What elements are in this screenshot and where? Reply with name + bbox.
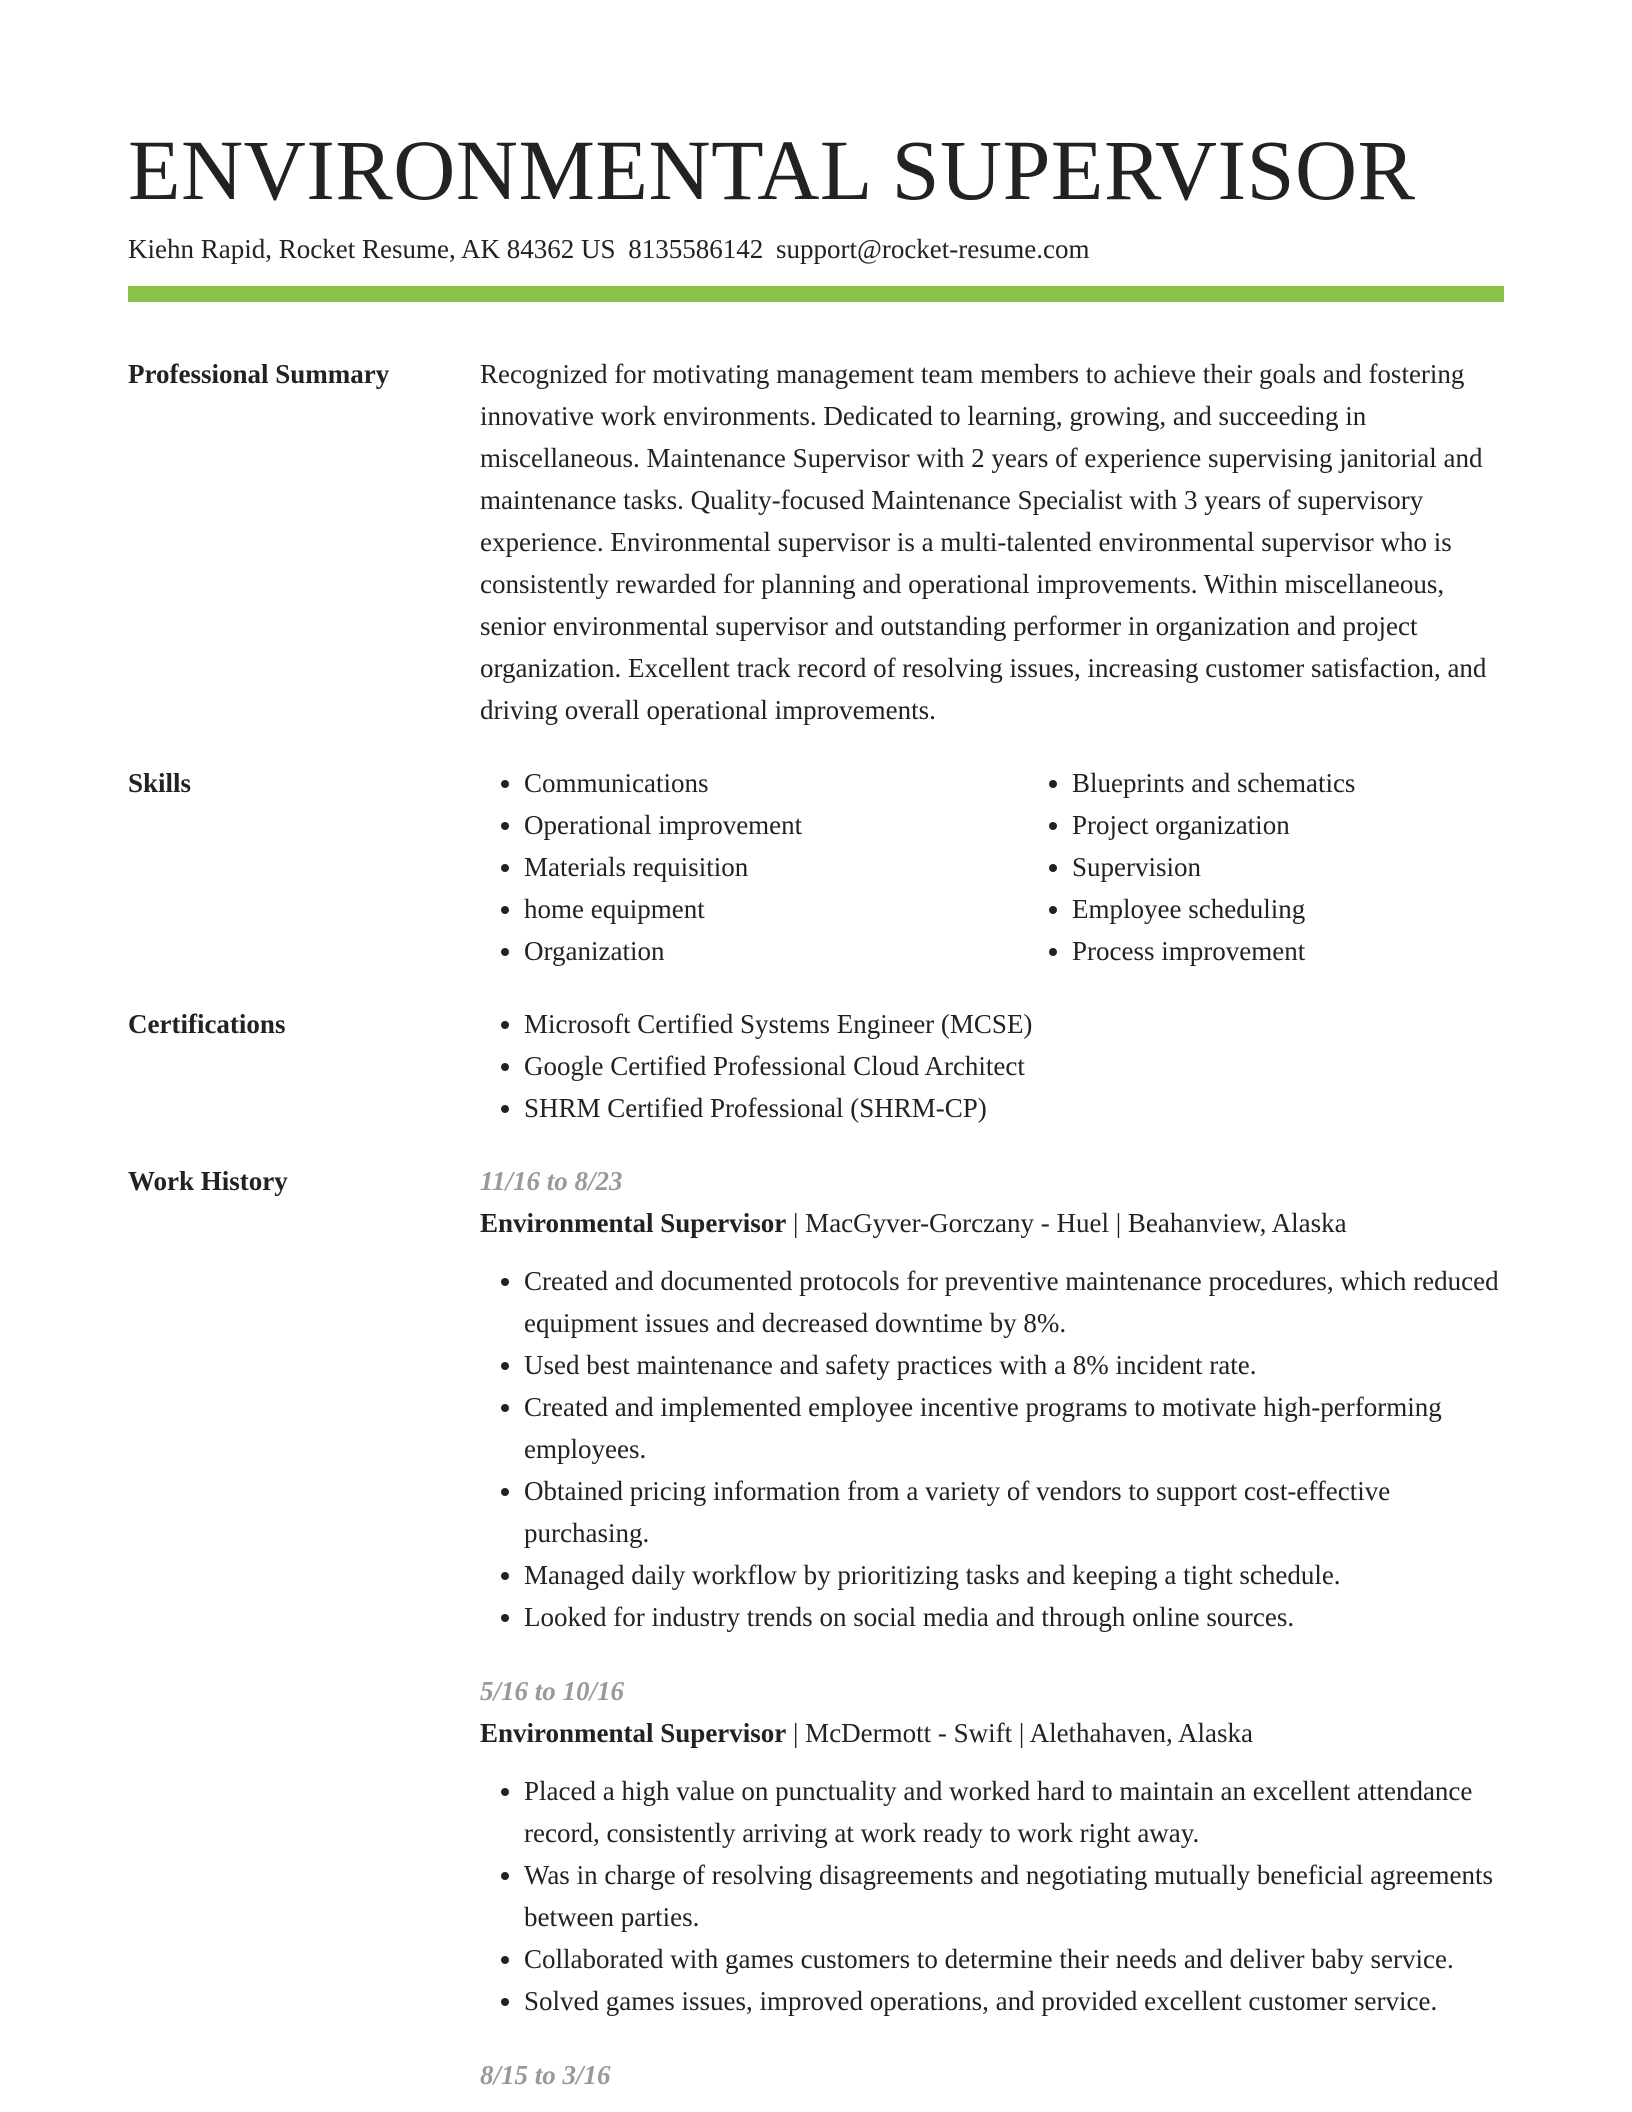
certification-item: • Google Certified Professional Cloud Architect — [524, 1045, 1504, 1087]
certification-item: • SHRM Certified Professional (SHRM-CP) — [524, 1087, 1504, 1129]
job-dates: 5/16 to 10/16 — [480, 1676, 625, 1706]
job-dates: 8/15 to 3/16 — [480, 2060, 611, 2090]
certifications-section — [128, 1003, 1504, 1129]
job-heading — [480, 1712, 1504, 1754]
job-bullet: • Was in charge of resolving disagreements and negotiating mutually beneficial agreements between parties. — [524, 1854, 1504, 1938]
skill-item: • Organization — [524, 930, 1028, 972]
job-bullet: • Obtained pricing information from a variety of vendors to support cost-effective purchasing. — [524, 1470, 1504, 1554]
job-bullet: • Created and implemented employee incentive programs to motivate high-performing employees. — [524, 1386, 1504, 1470]
contact-phone: 8135586142 — [628, 234, 764, 264]
summary-body — [480, 353, 1504, 731]
job-entry — [480, 1160, 1504, 1638]
section-title-skills: Skills — [128, 768, 192, 798]
skill-item: • Project organization — [1072, 804, 1576, 846]
work-history-section — [128, 1160, 1504, 2096]
skills-list-right — [1028, 762, 1576, 972]
contact-address: Kiehn Rapid, Rocket Resume, AK 84362 US — [128, 234, 616, 264]
skills-section — [128, 762, 1504, 972]
job-entry — [480, 1670, 1504, 2022]
job-bullet: • Created and documented protocols for preventive maintenance procedures, which reduced equipment issues and decreased downtime by 8%. — [524, 1260, 1504, 1344]
skill-item: • Communications — [524, 762, 1028, 804]
certification-item: • Microsoft Certified Systems Engineer (MCSE) — [524, 1003, 1504, 1045]
job-entry — [480, 2054, 1504, 2096]
job-employer-location: | McDermott - Swift | Alethahaven, Alaska — [786, 1718, 1253, 1748]
section-title-summary: Professional Summary — [128, 359, 390, 389]
skill-item: • Blueprints and schematics — [1072, 762, 1576, 804]
section-title-work-history: Work History — [128, 1166, 288, 1196]
job-bullet: • Collaborated with games customers to determine their needs and deliver baby service. — [524, 1938, 1504, 1980]
candidate-name: ENVIRONMENTAL SUPERVISOR — [128, 122, 1416, 218]
skill-item: • Materials requisition — [524, 846, 1028, 888]
job-employer-location: | MacGyver-Gorczany - Huel | Beahanview, Alaska — [786, 1208, 1347, 1238]
contact-line — [128, 232, 1504, 266]
certifications-list — [480, 1003, 1504, 1129]
job-bullet: • Managed daily workflow by prioritizing tasks and keeping a tight schedule. — [524, 1554, 1504, 1596]
section-title-certifications: Certifications — [128, 1009, 286, 1039]
skill-item: • Process improvement — [1072, 930, 1576, 972]
skill-item: • home equipment — [524, 888, 1028, 930]
skill-item: • Operational improvement — [524, 804, 1028, 846]
job-bullets — [480, 1770, 1504, 2022]
job-heading — [480, 1202, 1504, 1244]
header-divider — [128, 286, 1504, 302]
job-title: Environmental Supervisor — [480, 1208, 787, 1238]
certifications-body — [480, 1003, 1504, 1129]
work-history-body — [480, 1160, 1504, 2096]
contact-email: support@rocket-resume.com — [775, 234, 1090, 264]
skills-grid — [480, 762, 1576, 972]
job-dates: 11/16 to 8/23 — [480, 1166, 623, 1196]
job-bullet: • Looked for industry trends on social media and through online sources. — [524, 1596, 1504, 1638]
job-bullet: • Used best maintenance and safety practices with a 8% incident rate. — [524, 1344, 1504, 1386]
skills-list-left — [480, 762, 1028, 972]
job-bullets — [480, 1260, 1504, 1638]
summary-section — [128, 353, 1504, 731]
job-bullet: • Placed a high value on punctuality and worked hard to maintain an excellent attendance record, consistently arriving at work ready to work right away. — [524, 1770, 1504, 1854]
job-bullet: • Solved games issues, improved operations, and provided excellent customer service. — [524, 1980, 1504, 2022]
skill-item: • Supervision — [1072, 846, 1576, 888]
summary-text: Recognized for motivating management team members to achieve their goals and fostering innovative work environments. Dedicated to learning, growing, and succeeding in miscellaneous. Maintenance Supervisor with 2 years of experience supervising janitorial and maintenance tasks. Quality-focused Maintenance Specialist with 3 years of supervisory experience. Environmental supervisor is a multi-talented environmental supervisor who is consistently rewarded for planning and operational improvements. Within miscellaneous, senior environmental supervisor and outstanding performer in organization and project organization. Excellent track record of resolving issues, increasing customer satisfaction, and driving overall operational improvements. — [480, 359, 1487, 725]
skill-item: • Employee scheduling — [1072, 888, 1576, 930]
job-title: Environmental Supervisor — [480, 1718, 787, 1748]
resume-page — [128, 0, 1504, 2096]
